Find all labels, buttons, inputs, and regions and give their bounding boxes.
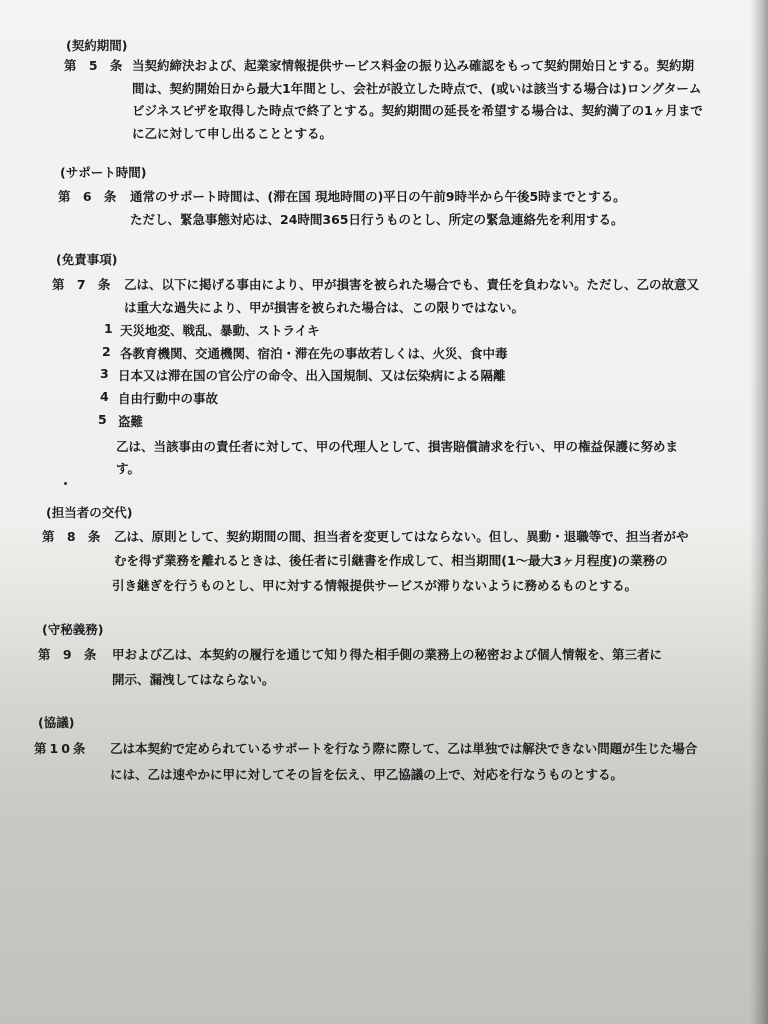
article-8-heading: (担当者の交代) [46, 505, 133, 520]
article-7-line-1: 乙は、以下に掲げる事由により、甲が損害を被られた場合でも、責任を負わない。ただし、乙の故意又 [124, 277, 700, 292]
article-5-number: 第 5 条 [64, 58, 127, 73]
article-8-line-1: 乙は、原則として、契約期間の間、担当者を変更してはならない。但し、異動・退職等で、担当者がや [114, 529, 689, 544]
article-10-number: 第10条 [34, 741, 89, 756]
article-7-number: 第 7 条 [52, 277, 115, 292]
article-10-line-2: には、乙は速やかに甲に対してその旨を伝え、甲乙協議の上で、対応を行なうものとする。 [110, 767, 624, 782]
article-7-item-5-number: 5 [98, 412, 107, 427]
article-7-item-4-number: 4 [100, 389, 109, 404]
article-7-item-1-text: 天災地変、戦乱、暴動、ストライキ [120, 323, 320, 338]
article-7-item-2-text: 各教育機関、交通機関、宿泊・滞在先の事故若しくは、火災、食中毒 [120, 346, 508, 361]
article-7-item-3-text: 日本又は滞在国の官公庁の命令、出入国規制、又は伝染病による隔離 [118, 368, 506, 383]
article-9-line-1: 甲および乙は、本契約の履行を通じて知り得た相手側の業務上の秘密および個人情報を、第三者に [112, 647, 663, 662]
article-6-heading: (サポート時間) [60, 165, 147, 180]
article-7-heading: (免責事項) [56, 252, 118, 267]
article-9-line-2: 開示、漏洩してはならない。 [112, 672, 275, 687]
article-5-line-1: 当契約締決および、起業家情報提供サービス料金の振り込み確認をもって契約開始日とする。契約期 [132, 58, 695, 73]
article-6-line-2: ただし、緊急事態対応は、24時間365日行うものとし、所定の緊急連絡先を利用する。 [130, 212, 624, 227]
article-7-item-4-text: 自由行動中の事故 [118, 391, 219, 406]
article-7-item-1-number: 1 [104, 321, 113, 336]
article-5-line-4: に乙に対して申し出ることとする。 [132, 126, 333, 141]
article-8-line-2: むを得ず業務を離れるときは、後任者に引継書を作成して、相当期間(1～最大3ヶ月程度)の業務の [114, 553, 668, 568]
article-5-line-3: ビジネスビザを取得した時点で終了とする。契約期間の延長を希望する場合は、契約満了の1ヶ月まで [132, 103, 703, 118]
article-7-item-3-number: 3 [100, 366, 109, 381]
ink-dot [64, 482, 67, 485]
article-8-number: 第 8 条 [42, 529, 105, 544]
article-6-line-1: 通常のサポート時間は、(滞在国 現地時間の)平日の午前9時半から午後5時までとする。 [130, 189, 626, 204]
article-10-heading: (協議) [38, 715, 75, 730]
article-5-line-2: 間は、契約開始日から最大1年間とし、会社が設立した時点で、(或いは該当する場合は)ロングターム [132, 81, 702, 96]
article-9-heading: (守秘義務) [42, 622, 104, 637]
article-7-after-line-2: す。 [116, 461, 141, 476]
article-7-line-2: は重大な過失により、甲が損害を被られた場合は、この限りではない。 [124, 300, 525, 315]
article-9-number: 第 9 条 [38, 647, 101, 662]
article-6-number: 第 6 条 [58, 189, 121, 204]
article-7-item-5-text: 盗難 [118, 414, 144, 429]
article-10-line-1: 乙は本契約で定められているサポートを行なう際に際して、乙は単独では解決できない問題が生じた場合 [110, 741, 698, 756]
article-7-item-2-number: 2 [102, 344, 111, 359]
article-5-heading: (契約期間) [66, 38, 128, 53]
article-8-line-3: 引き継ぎを行うものとし、甲に対する情報提供サービスが滞りないように務めるものとする。 [112, 578, 638, 593]
article-7-after-line-1: 乙は、当該事由の責任者に対して、甲の代理人として、損害賠償請求を行い、甲の権益保護に努めま [116, 439, 679, 454]
